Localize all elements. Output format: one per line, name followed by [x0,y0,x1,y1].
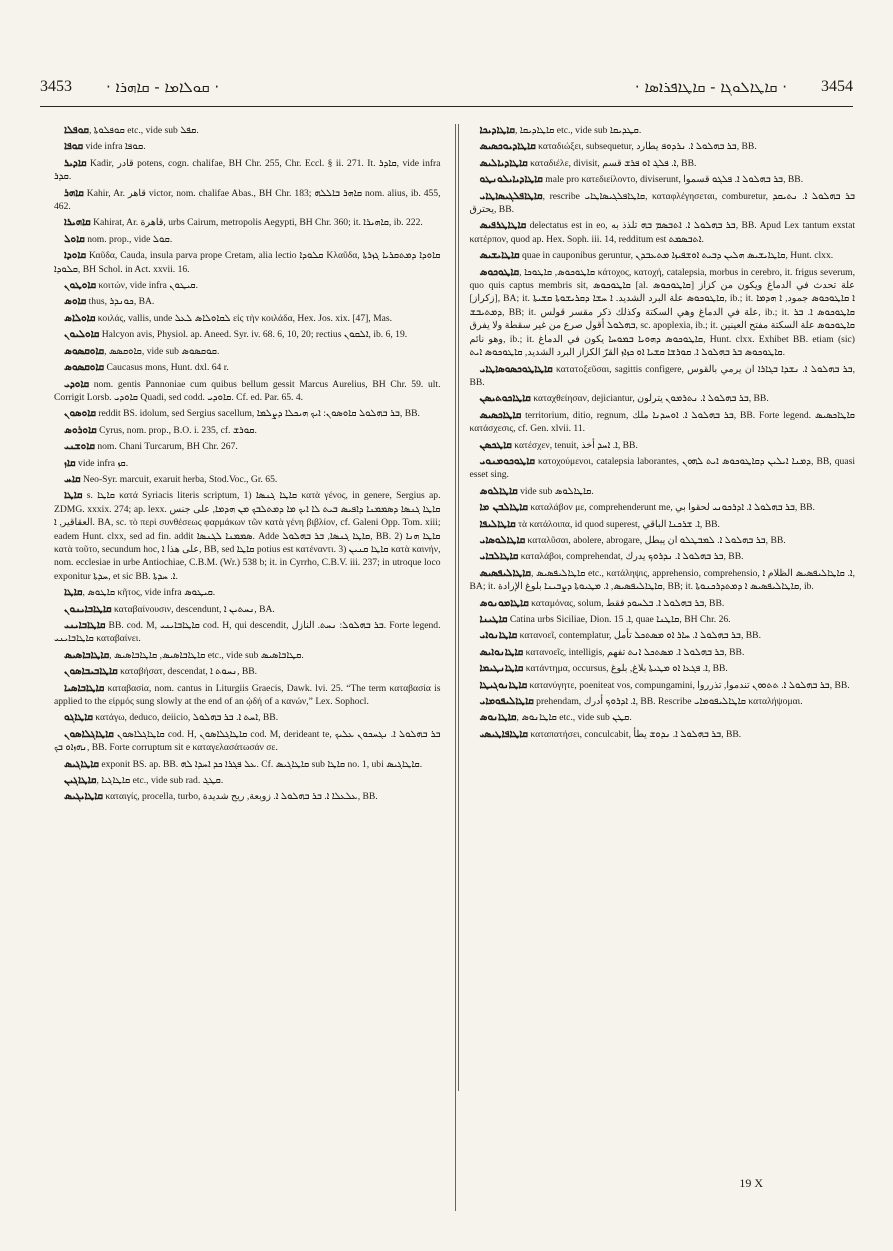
entry-text: Catina urbs Siciliae, Dion. ܐ. 15, quae ܩܐܛܢܐ, BH Chr. 26. [507,614,731,625]
dictionary-entry [54,312,441,325]
entry-lemma: ܩܐܛܐܦܠܓܝܣܐܛܐܝ [479,190,543,202]
entry-text: κατέσχεν, tenuit, ܐ. ܐܚܕ أخذ, BB. [511,439,638,451]
dictionary-entry [470,695,856,708]
entry-text: territorium, ditio, regnum, ܒܪ ܒܗܠܘܠ ܐ. ܐܘܚܕܢܐ ملك, BB. Forte legend. ܩܐܛܐܟܣܝܣ κατάσχεσις, cf. Gen. xlvii. 11. [469,409,855,435]
entry-text: καταλάβοι, comprehendat, ܒܪ ܒܗܠܘܠ ܐ. ܢܕܪܘܟ يدرك, BB. [518,551,744,563]
entry-text: Halcyon avis, Physiol. ap. Aneed. Syr. iv. 68. 6, 10, 20; rectius ܐܠܩܘܢ, ib. 6, 19. [99,329,408,341]
dictionary-entry [54,124,441,137]
entry-lemma: ܩܐܛܐܢܛܝܡܐ [479,663,524,675]
entry-text: κατανύγητε, poeniteat vos, compungamini, ܒܪ ܒܗܠܘܠ ܐ. ܬܬܘܘܢ تندموا, تذرروا, BB. [527,679,850,691]
entry-lemma: ܩܐܛܐܠܝܦܣܝܣ [479,567,531,579]
entry-text: , ܩܐܛܐܕܝܩܐ etc., vide sub ܩܛܕܝܩܐ. [514,125,642,136]
entry-text: Neo-Syr. marcuit, exaruit herba, Stod.Voc., Gr. 65. [80,473,278,485]
dictionary-entry [470,266,856,360]
running-head-left: · ܩܘܠܐܡܐ - ܩܐܗܪܐ · [106,78,220,96]
entry-text: nom. prop., vide ܩܘܠ. [84,233,173,245]
entry-lemma: ܩܐܗܝܪܐ [64,217,91,229]
header-rule [40,106,853,107]
entry-text: BB. cod. M, ܩܐܛܐܒܐܝܢܝ cod. H, qui descendit, ܒܪ ܒܗܠܘܠ: ܢܚܬ. النازل. Forte legend. ܩܐܛܐܒܐܝܢܝ καταβαίνει. [54,620,441,645]
text-columns [54,124,855,1211]
dictionary-entry [54,378,441,405]
entry-lemma: ܩܐܘܫܢܝ [64,441,95,453]
header-left [40,78,219,96]
entry-text: κατάγω, deduco, deiicio, ܐܚܬ ܐ. ܒܪ ܒܗܠܘܠ, BB. [92,712,279,724]
entry-text: Kadir, قادر potens, cogn. chalifae, BH Chr. 255, Chr. Eccl. § ii. 271. It. ܩܐܕܪ, vide infra ܩܕܪ. [54,157,441,183]
entry-text: , ܩܐܛܐܢܘܣ etc., vide sub ܩܛܢ. [516,712,632,724]
entry-text: nom. Chani Turcarum, BH Chr. 267. [94,441,238,453]
entry-lemma: ܩܐܛܐ [64,587,83,599]
entry-lemma: ܩܐܛܐܓܘ [64,712,93,724]
entry-text: καταπατήσει, conculcabit, ܒܪ ܒܗܠܘܠ ܐ. ܢܕܘܫ يطأ, BB. [527,728,742,740]
dictionary-entry [54,682,441,709]
entry-text: , ܩܐܛܘܣ κῆτος, vide infra ܩܝܛܘܣ. [82,587,216,599]
dictionary-entry [54,489,441,583]
dictionary-entry [54,473,441,486]
entry-text: , ܩܐܛܐܓܝܐ etc., vide sub rad. ܩܛܓ. [96,775,224,787]
entry-text: κατανοεῖς, intelligis, ܒܪ ܒܗܠܘܠ ܐ. ܡܣܬܟܠ ܐܢܬ تفهم, BB. [523,646,745,658]
dictionary-entry [470,518,856,531]
entry-lemma: ܩܐܛܐܢܘܐܝܣ [479,646,524,658]
page-number-right: 3454 [821,78,853,95]
entry-lemma: ܩܐܘܣܘܢ [64,408,96,420]
entry-text: τὰ κατάλοιπα, id quod superest, ܐ. ܫܪܟܢܐ الباقي, BB. [515,518,720,530]
dictionary-entry [54,249,441,276]
dictionary-entry [470,501,856,514]
entry-lemma: ܩܐܛܝܢܐ [479,614,508,625]
dictionary-entry [470,629,856,642]
entry-text: , ܩܐܘܩܣܣ, vide sub ܩܘܩܣܘܣ. [104,345,220,357]
dictionary-entry [470,613,856,626]
entry-lemma: ܩܐܛܐܠܒܢ ܡܐ [479,502,528,514]
entry-lemma: ܩܐܛܘܟܘܡܢܘܝ [479,455,535,467]
entry-text: s. ܩܐܛܐ κατά Syriacis literis scriptum, 1) ܩܐܛܐ ܓܢܣܐ κατὰ γένος, in genere, Sergius ap. ZDMG. xxxix. 274; ap. lexx. ܩܐܛܐ ܓܢܣܐ ܕܣܡܡܢܐ ܕܐܦܝܣ ܒܝܬ ܠܐ ܐܝܟ ܡܐ ܕܡܬܠܒܟ ܡܢ ܗܕܡܐ, على جنس العقاقير, ܐ. BA, sc. τὸ περὶ συνθέσεως φαρμάκων τῶν κατὰ γένη βιβλίον, cf. Galeni Opp. Tom. xiii; eadem Hunt. clxx, sed ad fin. addit ܣܡܡܢܐ ܠܓܢܣܐ. Adde ܩܐܛܐ ܓܢܣܐ, ܒܪ ܒܗܠܘܠ, BB. 2) ܩܐܛܐ ܗܢܐ κατὰ τοῦτο, secundum hoc, على هذا ܐ, BB, sed ܩܐܛܐ potius est κατέναντι. 3) ܩܐܛܐ ܩܢܝܢ κατὰ καινήν, nom. ecclesiae in urbe Antiochiae, C.B.M. (Wr.) 538 b; it. in Cyrrho, C.B.V. iii. 237; in utroque loco exponitur ܚܕܬܐ, et sic BB. ܐ. ܚܕܬܐ. [54,490,441,582]
entry-text: κατατοξεῦσαι, sagittis configere, ܒܪ ܒܗܠܘܠ ܐ. ܢܫܕܐ ܒܓܐܪܐ ان يرمي بالقوس, BB. [469,363,855,388]
dictionary-entry [470,409,856,436]
entry-text: κατοχούμενοι, catalepsia laborantes, ܕܡܢܐ ܐܝܠܝܢ ܕܩܐܛܘܟܘܣ ܐܝܬ ܠܗܘܢ, BB, quasi esset sing. [469,455,855,481]
dictionary-entry [470,662,856,675]
dictionary-entry [470,728,856,741]
entry-lemma: ܩܐܘܠܐܣ [64,312,96,324]
entry-text: reddit BS. idolum, sed Sergius sacellum, ܒܪ ܒܗܠܘܠ ܩܐܘܣܘܢ: ܐܝܟ ܗܝܟܠܐ ܕܨܠܡܐ, BB. [95,408,420,420]
dictionary-entry [470,534,856,547]
entry-lemma: ܩܐܛܐܓܝܣ [64,758,99,770]
entry-text: Caucasus mons, Hunt. dxl. 64 r. [104,362,229,374]
entry-lemma: ܩܐܛܐܝܓܝܣ [64,791,103,803]
dictionary-entry [54,665,441,678]
dictionary-entry [470,140,856,153]
dictionary-entry [470,392,856,405]
dictionary-entry [470,679,856,692]
dictionary-entry [470,363,856,390]
entry-lemma: ܩܐܛܐܕܝܘܟܣܝܣ [479,141,536,153]
entry-text: καταλάβον με, comprehenderunt me, ܒܪ ܒܗܠܘܠ ܐ. ܐܕܪܟܘܢܝ لحقوا بي, BB. [527,502,815,514]
entry-lemma: ܩܐܛܐ [64,490,83,502]
entry-text: ܩܐܛܐܓܠܐܣܘܢ cod. H, ܩܐܛܐܓܠܐܣܘܢ cod. M, derideant te, ܒܪ ܒܗܠܘܠ ܐ. ܢܓܚܟܘܢ ܥܠܝܟ ܢܗܙܐܘ ܒܟ, BB. Forte corruptum sit e καταγελασάτωσάν σε. [54,728,441,754]
running-head-right: · ܩܐܛܐܠܘܓܐ - ܩܐܛܐܦܪܐܣܐ · [634,78,787,96]
dictionary-entry [470,249,856,262]
entry-lemma: ܩܐܘܩܣܘܣ [64,362,105,374]
dictionary-entry [54,790,441,803]
entry-lemma: ܩܐܘܕܝ [64,378,90,390]
entry-text: male pro κατεδιείλοντο, diviserunt, ܒܪ ܒܗܠܘܠ ܐ. ܦܠܓܘ قسموا, BB. [542,174,804,186]
entry-lemma: ܩܐܛܐܟܘܬܝܣܢ [479,393,531,405]
entry-lemma: ܩܐܘܣ [64,296,87,308]
entry-lemma: ܩܐܚ [64,473,81,485]
entry-lemma: ܩܐܛܘܟܘܣ [479,266,520,278]
entry-lemma: ܩܐܛܐܓܠܐܣܘܢ [64,728,114,740]
entry-text: nom. gentis Pannoniae cum quibus bellum gessit Marcus Aurelius, BH Chr. 59. ult. Corrigit Lorsb. ܩܐܘܕܝ Quadi, sed codd. ܩܐܘܕܝ. Cf. ed. Par. 65. 4. [54,378,441,403]
entry-text: Kahir, Ar. قاهر victor, nom. chalifae Abas., BH Chr. 183; ܩܐܗܪ ܒܐܠܠܗ nom. alius, ib. 455, 462. [54,187,441,213]
entry-lemma: ܩܐܛܐܝܫܝܣ [479,250,520,262]
entry-lemma: ܩܐܛܐܡܘܢܘܣ [479,597,529,609]
dictionary-entry [54,711,441,724]
entry-lemma: ܩܐܘܛܘܢ [64,280,97,292]
entry-lemma: ܩܘܦܐ [64,141,84,153]
dictionary-entry [54,187,441,214]
entry-lemma: ܩܐܛܐܒܐܣܝܐ [64,682,105,694]
entry-lemma: ܩܐܛܐܛܪܦܝܣ [479,220,527,232]
dictionary-entry [470,550,856,563]
dictionary-entry [470,190,856,217]
entry-lemma: ܩܐܛܐܕܝܐܠܝܣ [479,157,528,169]
entry-text: κοιτών, vide infra ܩܝܛܘܢ. [96,280,199,292]
entry-text: καταβασία, nom. cantus in Liturgiis Graecis, Dawk. lvi. 25. “The term καταβασία is applied to the εἱρμός sung slowly at the end of an ᾠδή of a κανών,” Lex. Sophocl. [54,682,441,708]
dictionary-entry [54,279,441,292]
dictionary-entry [54,728,441,755]
header-right [635,78,853,96]
entry-text: καταδιέλε, divisit, ܐ. ܦܠܓ ܐܘ ܦܪܫ قسم, BB. [527,157,697,169]
entry-lemma: ܩܐܛܐܢܘܣ [479,712,517,724]
dictionary-entry [470,711,856,724]
dictionary-entry [54,295,441,308]
entry-lemma: ܩܐܛܟܣܢ [479,439,512,451]
entry-text: Cyrus, nom. prop., B.O. i. 235, cf. ܩܘܪܫ. [96,424,257,436]
entry-lemma: ܩܐܛܐܛܘܟܣܘܣܐܛܐܝ [479,363,553,375]
dictionary-entry [54,233,441,246]
dictionary-entry [54,649,441,662]
entry-lemma: ܩܐܛܐܦܐܛܝܣܝ [479,728,528,740]
entry-text: καταχθείησαν, dejiciantur, ܒܪ ܒܗܠܘܠ ܐ. ܢܬܪܡܘܢ يترلون, BB. [530,393,769,405]
entry-lemma: ܩܐܛܐܒܐܝܢܝ [64,620,106,631]
entry-text: κατανοεῖ, contemplatur, ܒܪ ܒܗܠܘܠ ܐ. ܚܐܪ ܐܘ ܡܣܬܟܠ تأمل, BB. [517,630,761,642]
dictionary-entry [470,567,856,594]
entry-text: quae in cauponibus geruntur, ܩܐܛܐܝܫܝܣ ܗܠܝܢ ܕܒܝܬ ܐܘܫܦܝܙܐ ܡܬܥܒܕܢ, Hunt. clxx. [519,250,834,262]
dictionary-entry [54,457,441,470]
entry-lemma: ܩܐܛܐܕܝܐܝܠܘܢܛܘ [479,174,543,186]
entry-lemma: ܩܐܘܠܝܘܢ [64,329,100,341]
entry-text: prehendam, ܐ. ܐܕܪܘܟ أدرك, BB. Rescribe ܩܐܛܐܠܝܦܘܡܐܝ καταλήψομαι. [533,696,803,708]
entry-text: vide infra ܩܙ. [75,457,129,469]
entry-lemma: ܩܐܛܐܟܣܝܣ [479,409,522,421]
dictionary-entry [470,646,856,659]
entry-lemma: ܩܐܘܩܣܘܣ [64,345,105,357]
entry-lemma: ܩܘܦܠܐ [64,125,89,136]
entry-text: , ܩܘܦܠܘܬܐ etc., vide sub ܩܦܠ. [89,125,199,136]
dictionary-entry [54,216,441,229]
entry-lemma: ܩܐܕܝܪ [64,157,87,169]
entry-lemma: ܩܐܘܪܘܣ [64,424,97,436]
entry-text: vide infra ܩܘܦܐ. [83,141,146,153]
entry-text: , rescribe ܩܐܛܐܦܠܓܝܣܐܛܐܝ, καταφλέγησεται, comburetur, ܒܪ ܒܗܠܘܠ ܐ. ܢܬܝܩܕ يحترق, BB. [469,190,855,216]
entry-lemma: ܩܐܘܕܐ [64,250,87,262]
page-header [40,72,853,102]
dictionary-entry [54,407,441,420]
dictionary-entry [54,603,441,616]
signature-mark: 19 X [739,1176,763,1190]
dictionary-entry [54,774,441,787]
entry-text: καταλῦσαι, abolere, abrogare, ܒܪ ܒܗܠܘܠ ܐ. ܠܡܒܛܠܘ ان يبطل, BB. [525,534,786,546]
dictionary-entry [54,361,441,374]
entry-text: καταβήσατ, descendat, ܢܚܘܬ ܐ, BB. [117,666,258,678]
dictionary-entry [54,140,441,153]
dictionary-entry [470,157,856,170]
dictionary-entry [470,455,856,482]
entry-text: καταιγίς, procella, turbo, ܥܠܥܠܐ ܐ. ܒܪ ܒܗܠܘܠ ܐ. زوبعة, ريح شديدة, BB. [103,791,378,803]
entry-lemma: ܩܐܗܪ [64,187,84,199]
entry-text: Kahirat, Ar. قاهرة, urbs Cairum, metropolis Aegypti, BH Chr. 360; it. ܩܐܗܝܪܐ, ib. 222. [90,217,423,229]
entry-text: καταδιώξει, subsequetur, ܒܪ ܒܗܠܘܠ ܐ. ܢܪܕܘܦ يطارد, BB. [535,141,757,153]
entry-text: , ܩܐܛܘܟܘܣ, ܩܐܛܘܟܐ κάτοχος, κατοχή, catalepsia, morbus in cerebro, it. frigus severum, quo quis captus membris sit, ܩܐܛܘܟܘܣ [al. ܩܐܛܘܟܘܣ] علة تحدث في الدماغ ويكون من كزاز [زكراز], BA; it. ܩܐܛܘܟܘܣ علة البرد الشديد. ܐ ܚܫܐ ܕܩܪܝܫܘܬܐ ܩܫܝܬܐ, ib.; it. ܐ ܩܐܛܘܟܘܣ جمود, ܐ ܗܕܡܐ ܕܡܬܝܒܫ, BB; it. علة في الدماغ وهي السكتة وكذلك ذكر مقسر قولس, ib.; it. ܩܐܛܘܟܘܣ ܐ. ܒܪ ܒܗܠܘܠ أقول صرع من غير سقطة ولا يفرق, sc. apoplexia, ib.; it. ܩܐܛܘܟܘܣ علة السكتة مفتح العينين وهو نائم, ib.; it. ܩܐܛܘܟܘܣ ܕܗܘܝܐ ܒܡܘܚܐ يكون في الدماغ, Hunt. clxx. Exhibet BB. etiam (sic) ܩܐܛܘܟܘܣ ܒܪ ܒܗܠܘܠ ܐ. ܩܘܪܫܐ ܩܫܝܐ ܐܘ ܟܙܐܙ القرّ الكزاز البرد الشديد, ܩܐܛܘܟܘܣ ܐܝܬ. [469,266,856,359]
dictionary-entry [470,219,856,246]
entry-text: vide sub ܩܐܛܐܠܘܣ. [517,485,594,497]
entry-lemma: ܩܐܛܐܠܒܐܝ [479,551,519,563]
entry-text: καταβαίνουσιν, descendunt, ܢܚܬܝܢ ܐ, BA. [111,603,275,615]
entry-lemma: ܩܐܛܐܠܝܦܐ [479,518,516,530]
right-column [455,124,856,1211]
dictionary-entry [470,439,856,452]
entry-lemma: ܩܐܙ [64,457,76,469]
entry-lemma: ܩܐܛܐܠܝܦܘܡܐܝ [479,696,534,708]
entry-lemma: ܩܐܛܐܕܝܟܐ [479,125,515,136]
entry-text: κοιλάς, vallis, unde ܠܩܐܘܠܐܣ ܠܥܠ εἰς τὴν κοιλάδα, Hex. Jos. xix. [47], Mas. [95,312,393,324]
dictionary-entry [54,157,441,184]
dictionary-entry [54,424,441,437]
dictionary-entry [54,345,441,358]
entry-text: κατάντημα, occursus, ܐ. ܦܓܥܐ ܐܘ ܡܛܝܬܐ بلاغ, بلوغ, BB. [523,663,728,675]
page-number-left: 3453 [40,78,72,95]
entry-text: καταμόνας, solum, ܒܪ ܒܗܠܘܠ ܐ. ܒܠܚܘܕ فقط, BB. [528,597,725,609]
dictionary-entry [470,597,856,610]
dictionary-entry [54,440,441,453]
entry-lemma: ܩܐܛܐܒܐܝܢܘܢ [64,603,112,615]
entry-lemma: ܩܐܛܐܠܘܣ [479,485,518,497]
entry-lemma: ܩܐܛܐܢܘܐܝ [479,630,518,642]
left-column [54,124,455,1211]
entry-text: , ܩܐܛܐܒܐܣܝܣ, ܩܐܛܐܒܐܣܝܣ etc., vide sub ܩܛܐܒܐܣܝܣ. [109,649,304,661]
entry-lemma: ܩܐܛܐܒܝܒܐܣܘܢ [64,666,118,678]
entry-text: delectatus est in eo, ܒܪ ܒܗܠܘܠ ܐ. ܐܬܒܣܡ ܒܗ تلذذ به, BB. Apud Lex tantum exstat κατέρπον, quod ap. Hex. Soph. iii. 14, redditum est ܐܬܒܣܡܬ. [469,220,855,245]
entry-lemma: ܩܐܛܐܒܐܣܝܣ [64,649,110,661]
dictionary-entry [54,619,441,646]
dictionary-entry [54,758,441,771]
dictionary-entry [54,328,441,341]
dictionary-entry [470,124,856,137]
entry-lemma: ܩܐܛܐܠܘܣܐܝ [479,534,526,546]
dictionary-entry [54,586,441,599]
entry-lemma: ܩܐܛܐܢܘܓܝܛܐ [479,679,528,691]
entry-text: thus, ܟܘܢܕܪ, BA. [86,296,155,308]
dictionary-entry [470,485,856,498]
entry-text: exponit BS. ap. BB. ܥܠ ܦܓܪܐ ܟܕ ܐܚܕܐ ܠܗ. Cf. ܩܐܛܐܓܝܣ sub ܩܐܛܐ no. 1, ubi ܩܐܛܐܓܝܣ. [99,758,423,770]
dictionary-entry [470,173,856,186]
entry-lemma: ܩܐܛܐܓܝܢ [64,775,97,787]
entry-text: Καῦδα, Cauda, insula parva prope Cretam, alia lectio ܩܠܘܕܐ Κλαῦδα, ܩܐܘܕܐ ܕܡܬܩܪܝܐ ܓܙܪܬܐ ܩܠܘܕܐ, BH Schol. in Act. xxvii. 16. [54,250,441,275]
entry-text: , ܩܐܛܐܠܝܦܣܝܣ etc., κατάληψις, apprehensio, comprehensio, ܐ. ܩܐܛܐܠܝܦܣܝܣ الظلام ܐ, BA; it. ܩܐܛܐܠܝܦܣܝܣ, ܐ. ܡܛܝܘܬܐ ܕܨܒܝܢܐ بلوغ الإرادة, BB; it. ܩܐܛܐܠܝܦܣܝܣ ܐ ܕܡܬܕܪܟܢܘܬܐ, ib. [469,567,855,593]
entry-lemma: ܩܐܘܠ [64,233,85,245]
